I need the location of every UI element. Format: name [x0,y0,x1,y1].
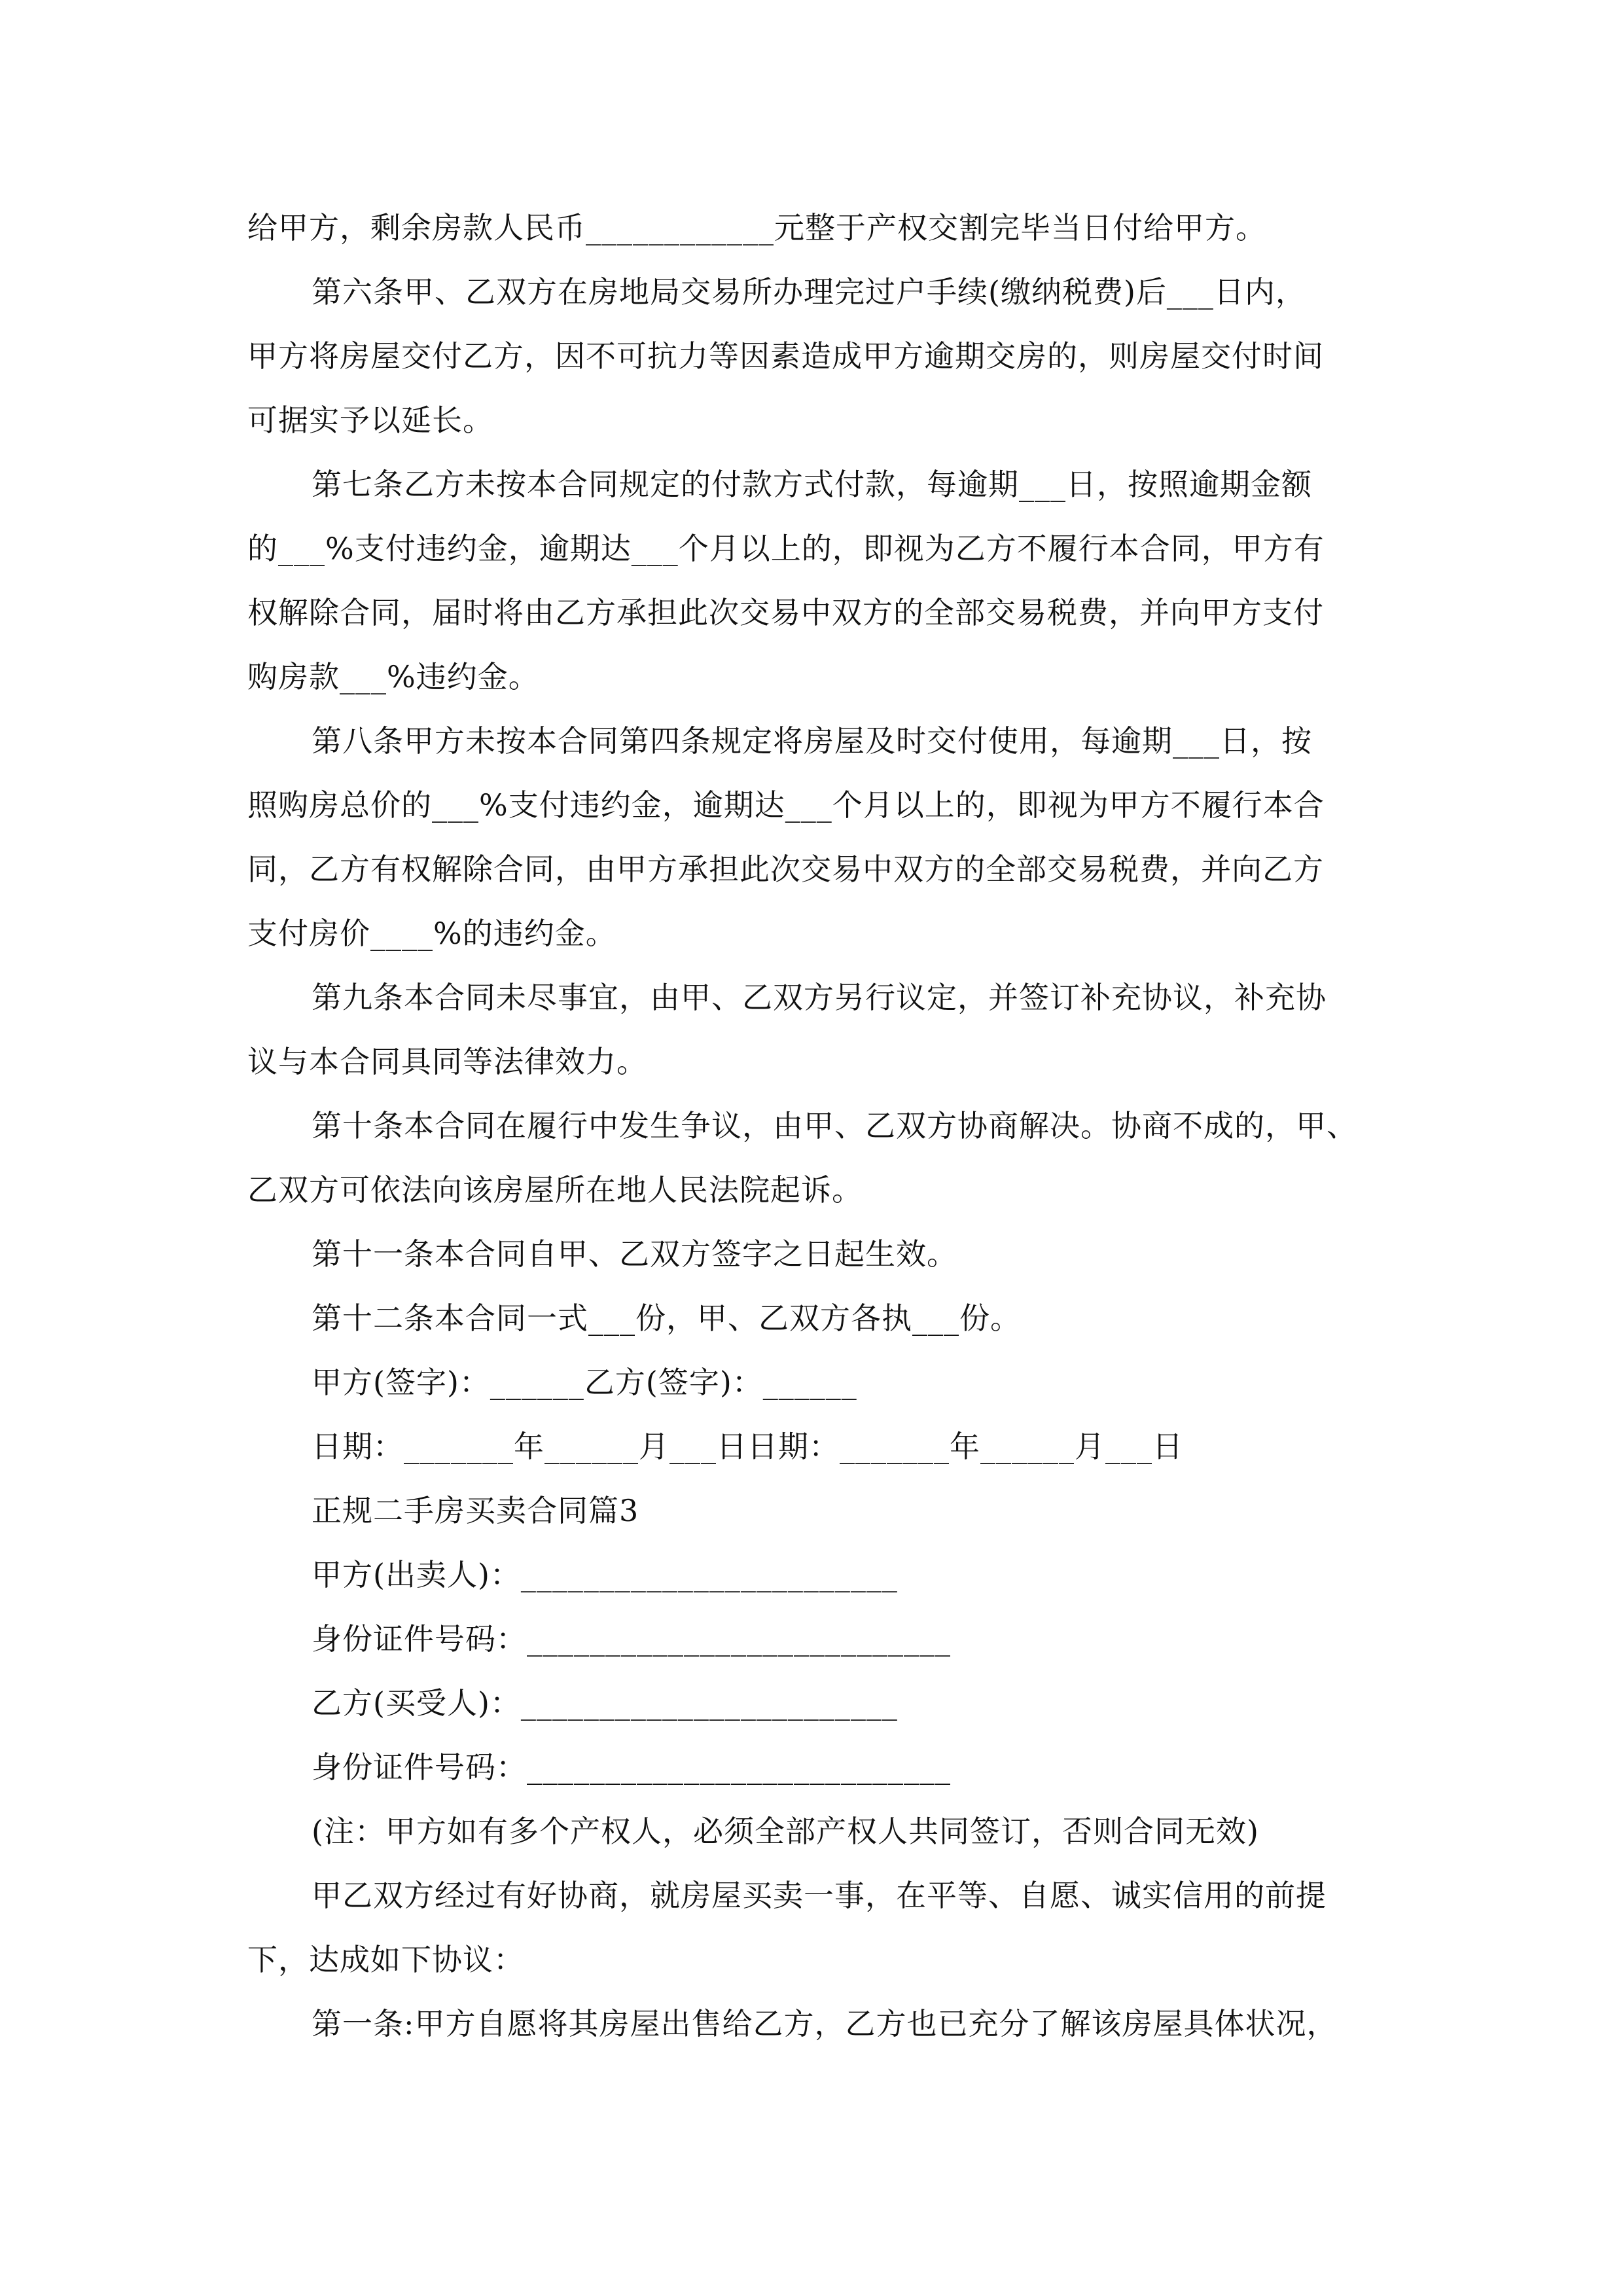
text-line: 第六条甲、乙双方在房地局交易所办理完过户手续(缴纳税费)后___日内， [312,274,1306,310]
text-line: 权解除合同，届时将由乙方承担此次交易中双方的全部交易税费，并向甲方支付 [247,595,1324,630]
text-line: 可据实予以延长。 [247,403,493,438]
text-line: 同，乙方有权解除合同，由甲方承担此次交易中双方的全部交易税费，并向乙方 [247,852,1324,887]
text-line: 第十二条本合同一式___份，甲、乙双方各执___份。 [312,1300,1021,1336]
note-line: (注：甲方如有多个产权人，必须全部产权人共同签订，否则合同无效) [312,1814,1259,1849]
text-line: 第九条本合同未尽事宜，由甲、乙双方另行议定，并签订补充协议，补充协 [312,980,1327,1015]
text-line: 支付房价____%的违约金。 [247,916,616,951]
text-line: 照购房总价的___%支付违约金，逾期达___个月以上的，即视为甲方不履行本合 [247,787,1325,823]
text-line: 第八条甲方未按本合同第四条规定将房屋及时交付使用，每逾期___日，按 [312,723,1312,759]
text-line: 甲方将房屋交付乙方，因不可抗力等因素造成甲方逾期交房的，则房屋交付时间 [247,338,1324,374]
text-line: 第一条:甲方自愿将其房屋出售给乙方，乙方也已充分了解该房屋具体状况， [312,2006,1338,2041]
date-line: 日期：_______年______月___日日期：_______年______月___日 [312,1429,1183,1464]
section-title: 正规二手房买卖合同篇3 [312,1493,639,1528]
text-line: 下，达成如下协议： [247,1942,524,1977]
text-line: 给甲方，剩余房款人民币____________元整于产权交割完毕当日付给甲方。 [247,210,1266,245]
seller-id-line: 身份证件号码：___________________________ [312,1621,951,1657]
text-line: 乙双方可依法向该房屋所在地人民法院起诉。 [247,1172,863,1208]
text-line: 第十条本合同在履行中发生争议，由甲、乙双方协商解决。协商不成的，甲、 [312,1108,1357,1143]
buyer-line: 乙方(买受人)：________________________ [312,1685,898,1721]
text-line: 甲乙双方经过有好协商，就房屋买卖一事，在平等、自愿、诚实信用的前提 [312,1878,1327,1913]
text-line: 的___%支付违约金，逾期达___个月以上的，即视为乙方不履行本合同，甲方有 [247,531,1325,566]
buyer-id-line: 身份证件号码：___________________________ [312,1749,951,1785]
signature-line: 甲方(签字)：______乙方(签字)：______ [312,1365,857,1400]
seller-line: 甲方(出卖人)：________________________ [312,1557,898,1592]
text-line: 议与本合同具同等法律效力。 [247,1044,647,1079]
text-line: 购房款___%违约金。 [247,659,539,694]
text-line: 第十一条本合同自甲、乙双方签字之日起生效。 [312,1236,957,1272]
text-line: 第七条乙方未按本合同规定的付款方式付款，每逾期___日，按照逾期金额 [312,467,1312,502]
